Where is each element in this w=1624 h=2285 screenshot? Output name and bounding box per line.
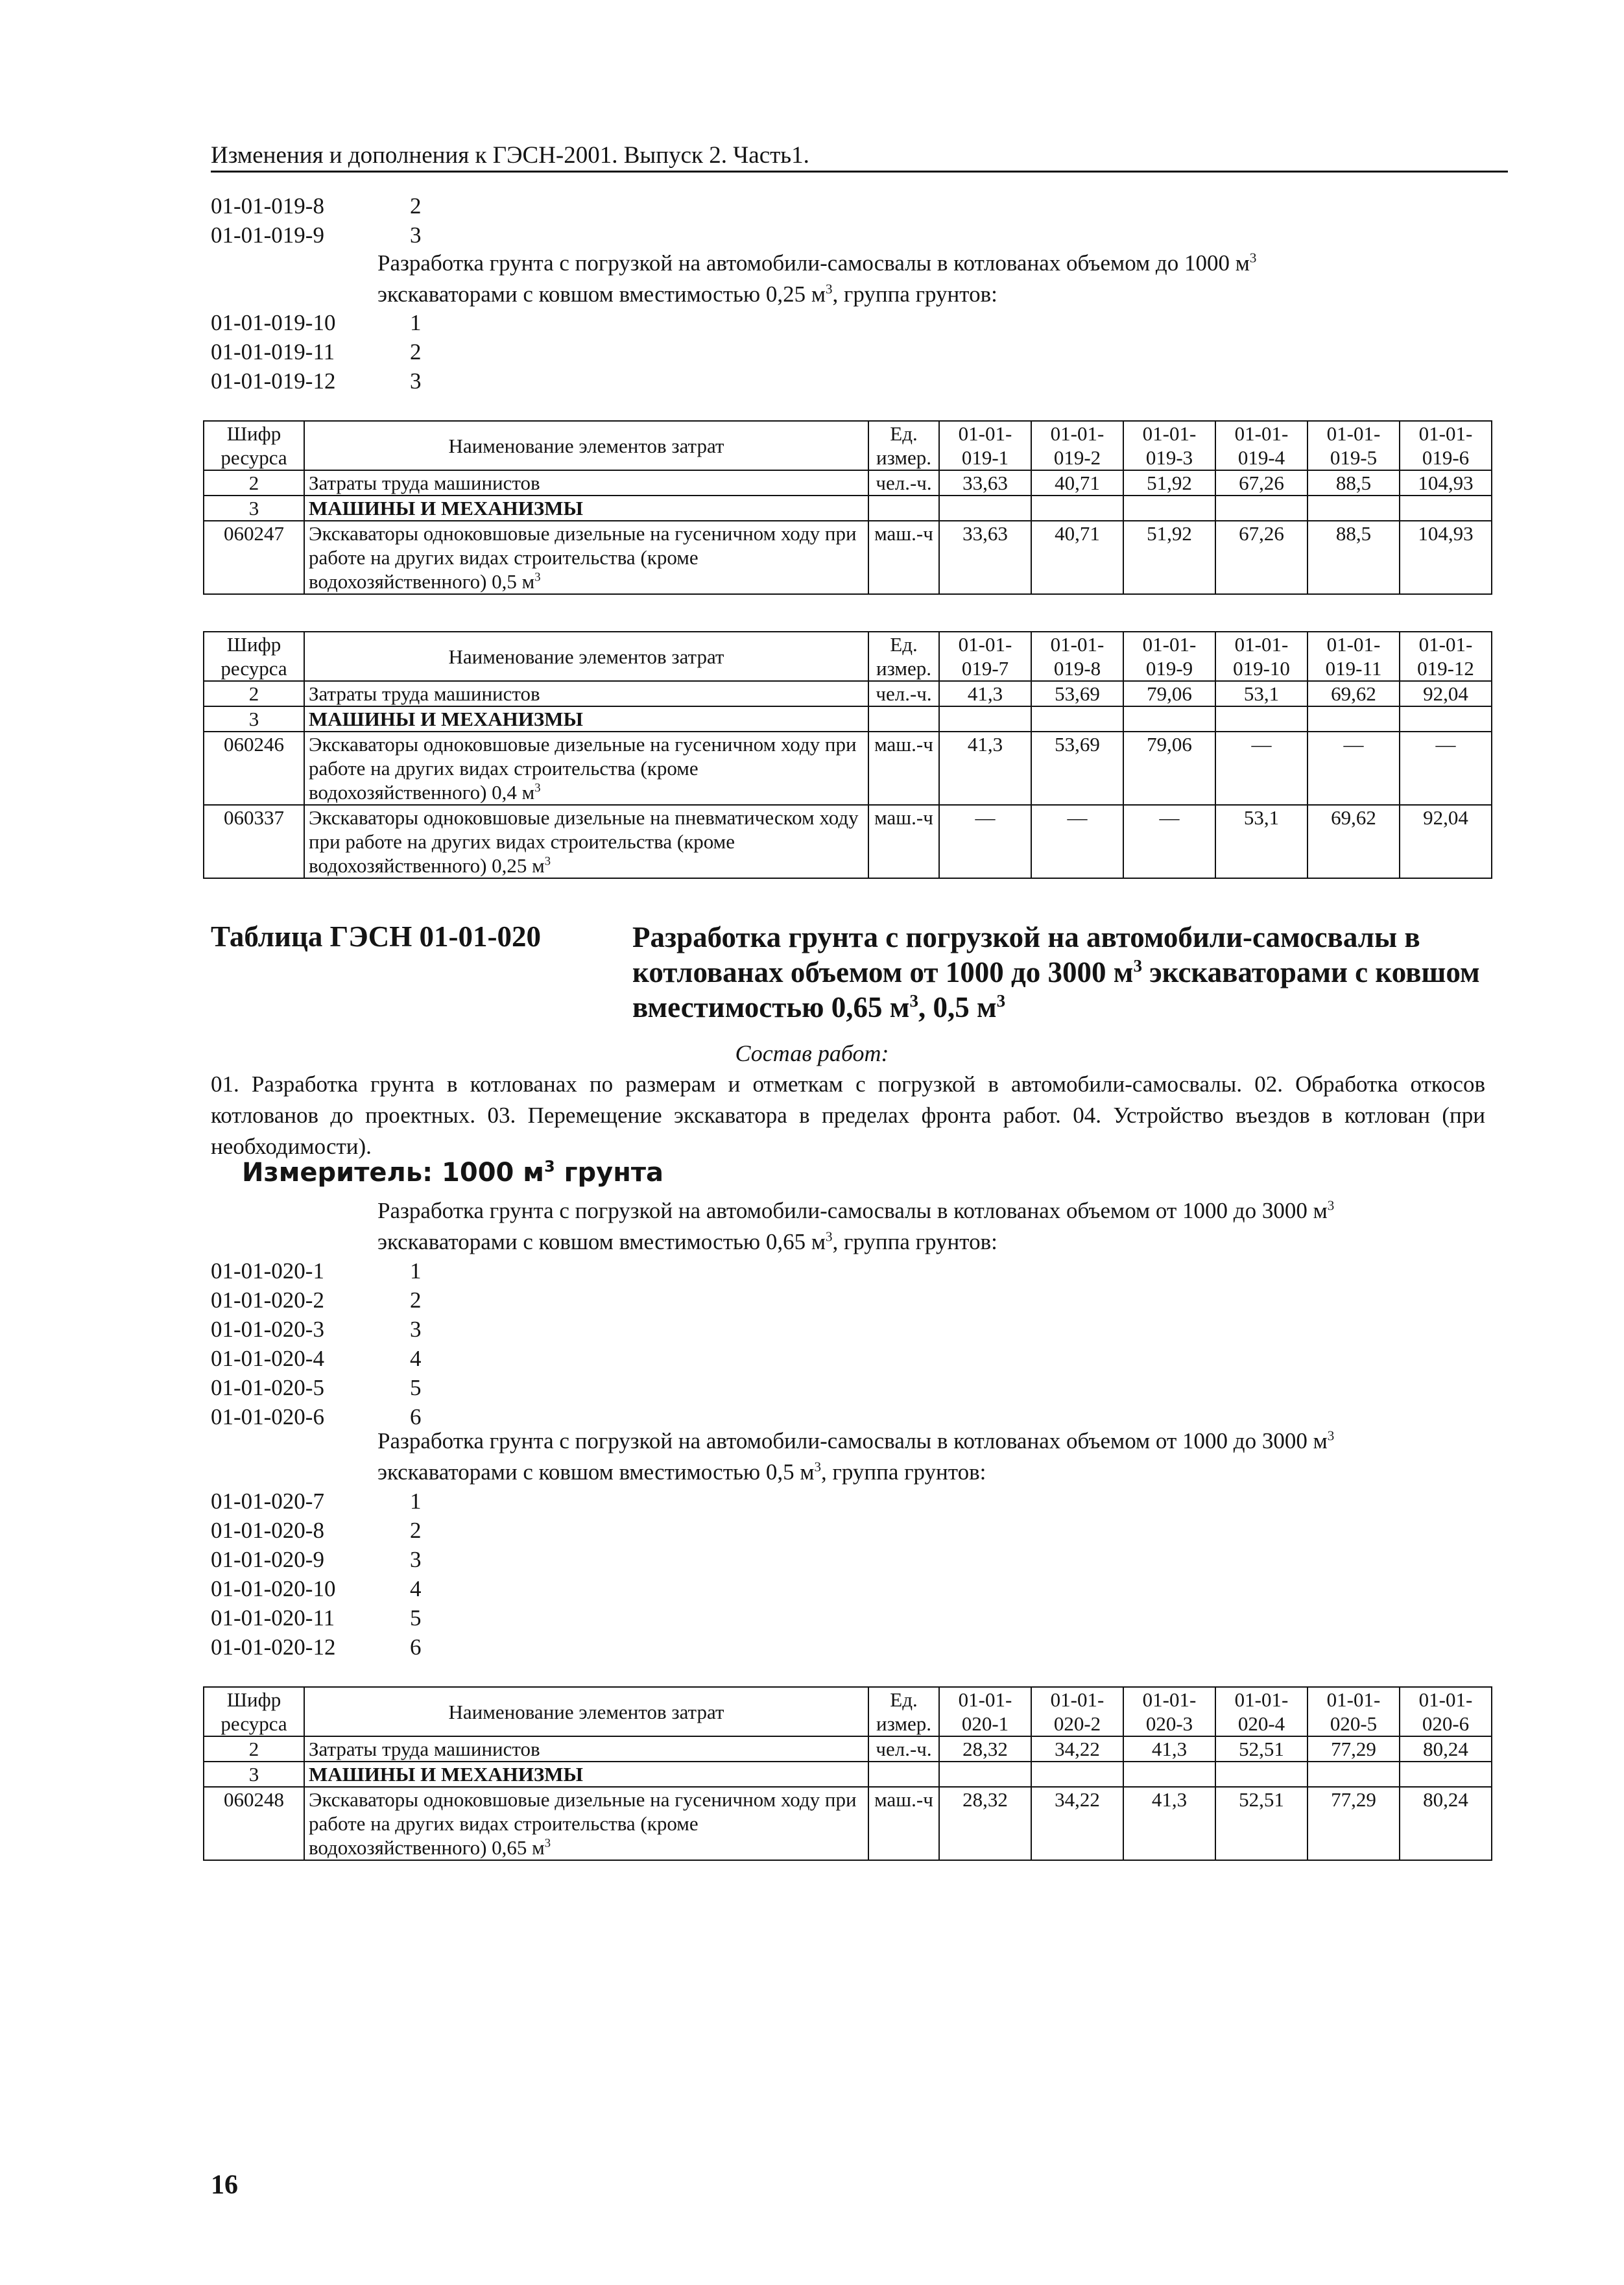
header-name: Наименование элементов затрат [304, 632, 868, 681]
group-number: 3 [410, 1317, 422, 1342]
group-number: 5 [410, 1605, 422, 1631]
header-col: 01-01-019-7 [939, 632, 1031, 681]
header-col: 01-01-020-5 [1308, 1687, 1400, 1736]
resource-table-2 [203, 631, 1492, 879]
table-row-labor: 2 Затраты труда машинистов чел.-ч. 41,3 53,69 79,06 53,1 69,62 92,04 [204, 681, 1492, 706]
header-col: 01-01-019-2 [1031, 421, 1123, 470]
group-number: 4 [410, 1576, 422, 1601]
header-cipher: Шифр ресурса [204, 421, 304, 470]
table-header-row [204, 421, 1492, 470]
code-item: 01-01-019-8 [211, 193, 324, 219]
header-cipher: Шифр ресурса [204, 1687, 304, 1736]
header-cipher: Шифр ресурса [204, 632, 304, 681]
group-number: 3 [410, 222, 422, 248]
code-item: 01-01-019-12 [211, 368, 336, 394]
header-name: Наименование элементов затрат [304, 1687, 868, 1736]
group-number: 1 [410, 1489, 422, 1514]
header-col: 01-01-020-4 [1215, 1687, 1308, 1736]
intro-020-a: Разработка грунта с погрузкой на автомобили-самосвалы в котлованах объемом от 1000 до 3000 $м^3$ экскаваторами с ковшом вместимостью 0,65 $м^3$, группа грунтов: [377, 1197, 1335, 1254]
group-number: 1 [410, 1258, 422, 1284]
code-item: 01-01-019-10 [211, 310, 336, 335]
group-number: 1 [410, 310, 422, 335]
table-row-machine: 060246 Экскаваторы одноковшовые дизельные на гусеничном ходу при работе на других видах строительства (кроме водохозяйственного) 0,4 $м^3$ маш.-ч 41,3 53,69 79,06 — — — [204, 732, 1492, 805]
code-item: 01-01-020-8 [211, 1518, 324, 1543]
table-row-machine: 060247 Экскаваторы одноковшовые дизельные на гусеничном ходу при работе на других видах строительства (кроме водохозяйственного) 0,5 $м^3$ маш.-ч 33,63 40,71 51,92 67,26 88,5 104,93 [204, 521, 1492, 594]
code-item: 01-01-020-11 [211, 1605, 335, 1631]
header-col: 01-01-019-8 [1031, 632, 1123, 681]
header-col: 01-01-019-5 [1308, 421, 1400, 470]
resource-table-1 [203, 420, 1492, 595]
composition-heading: Состав работ: [735, 1040, 889, 1066]
header-unit: Ед. измер. [868, 632, 939, 681]
table-header-row [204, 1687, 1492, 1736]
code-item: 01-01-020-7 [211, 1489, 324, 1514]
code-item: 01-01-020-1 [211, 1258, 324, 1284]
table-row-section: 3 МАШИНЫ И МЕХАНИЗМЫ [204, 1762, 1492, 1787]
table-header-row [204, 632, 1492, 681]
header-col: 01-01-019-9 [1123, 632, 1215, 681]
header-unit: Ед. измер. [868, 421, 939, 470]
running-header: Изменения и дополнения к ГЭСН-2001. Выпуск 2. Часть1. [211, 142, 809, 169]
resource-table-3 [203, 1686, 1492, 1861]
group-number: 6 [410, 1634, 422, 1660]
table-title: Разработка грунта с погрузкой на автомобили-самосвалы в котлованах объемом от 1000 до 3000 $м^3$ экскаваторами с ковшом вместимостью 0,65 $м^3$, 0,5 $м^3$ [632, 921, 1480, 1023]
table-row-labor: 2 Затраты труда машинистов чел.-ч. 33,63 40,71 51,92 67,26 88,5 104,93 [204, 470, 1492, 496]
intro-020-b: Разработка грунта с погрузкой на автомобили-самосвалы в котлованах объемом от 1000 до 3000 $м^3$ экскаваторами с ковшом вместимостью 0,5 $м^3$, группа грунтов: [377, 1428, 1335, 1485]
code-item: 01-01-020-12 [211, 1634, 336, 1660]
header-col: 01-01-020-1 [939, 1687, 1031, 1736]
header-col: 01-01-019-4 [1215, 421, 1308, 470]
composition-text: 01. Разработка грунта в котлованах по размерам и отметкам с погрузкой в автомобили-самосвалы. 02. Обработка откосов котлованов до проектных. 03. Перемещение экскаватора в пределах фронта работ. 04. Устройство въездов в котлован (при необходимости). [211, 1071, 1485, 1159]
measure-unit: Измеритель: 1000 $м^3$ грунта [242, 1157, 664, 1188]
code-item: 01-01-020-3 [211, 1317, 324, 1342]
header-col: 01-01-020-2 [1031, 1687, 1123, 1736]
table-row-machine: 060248 Экскаваторы одноковшовые дизельные на гусеничном ходу при работе на других видах строительства (кроме водохозяйственного) 0,65 $м^3$ маш.-ч 28,32 34,22 41,3 52,51 77,29 80,24 [204, 1787, 1492, 1860]
header-col: 01-01-020-3 [1123, 1687, 1215, 1736]
table-row-section: 3 МАШИНЫ И МЕХАНИЗМЫ [204, 496, 1492, 521]
code-item: 01-01-020-9 [211, 1547, 324, 1572]
table-row-labor: 2 Затраты труда машинистов чел.-ч. 28,32 34,22 41,3 52,51 77,29 80,24 [204, 1736, 1492, 1762]
group-number: 3 [410, 1547, 422, 1572]
code-item: 01-01-019-9 [211, 222, 324, 248]
header-unit: Ед. измер. [868, 1687, 939, 1736]
code-item: 01-01-020-6 [211, 1404, 324, 1430]
header-col: 01-01-019-12 [1400, 632, 1492, 681]
header-col: 01-01-019-6 [1400, 421, 1492, 470]
group-number: 2 [410, 339, 422, 365]
header-col: 01-01-019-3 [1123, 421, 1215, 470]
group-number: 2 [410, 1287, 422, 1313]
header-rule [211, 171, 1508, 173]
header-col: 01-01-020-6 [1400, 1687, 1492, 1736]
header-col: 01-01-019-11 [1308, 632, 1400, 681]
group-number: 4 [410, 1346, 422, 1371]
group-number: 6 [410, 1404, 422, 1430]
code-item: 01-01-020-5 [211, 1375, 324, 1400]
group-number: 2 [410, 193, 422, 219]
code-item: 01-01-020-2 [211, 1287, 324, 1313]
table-row-machine: 060337 Экскаваторы одноковшовые дизельные на пневматическом ходу при работе на других видах строительства (кроме водохозяйственного) 0,25 $м^3$ маш.-ч — — — 53,1 69,62 92,04 [204, 805, 1492, 878]
group-number: 2 [410, 1518, 422, 1543]
code-item: 01-01-019-11 [211, 339, 335, 365]
code-item: 01-01-020-4 [211, 1346, 324, 1371]
table-row-section: 3 МАШИНЫ И МЕХАНИЗМЫ [204, 706, 1492, 732]
header-name: Наименование элементов затрат [304, 421, 868, 470]
table-label: Таблица ГЭСН 01-01-020 [211, 920, 541, 953]
header-col: 01-01-019-10 [1215, 632, 1308, 681]
code-item: 01-01-020-10 [211, 1576, 336, 1601]
intro-019-b: Разработка грунта с погрузкой на автомобили-самосвалы в котлованах объемом до 1000 $м^3$ экскаваторами с ковшом вместимостью 0,25 $м^3$, группа грунтов: [377, 250, 1257, 307]
group-number: 5 [410, 1375, 422, 1400]
header-col: 01-01-019-1 [939, 421, 1031, 470]
group-number: 3 [410, 368, 422, 394]
page-number: 16 [211, 2170, 238, 2200]
